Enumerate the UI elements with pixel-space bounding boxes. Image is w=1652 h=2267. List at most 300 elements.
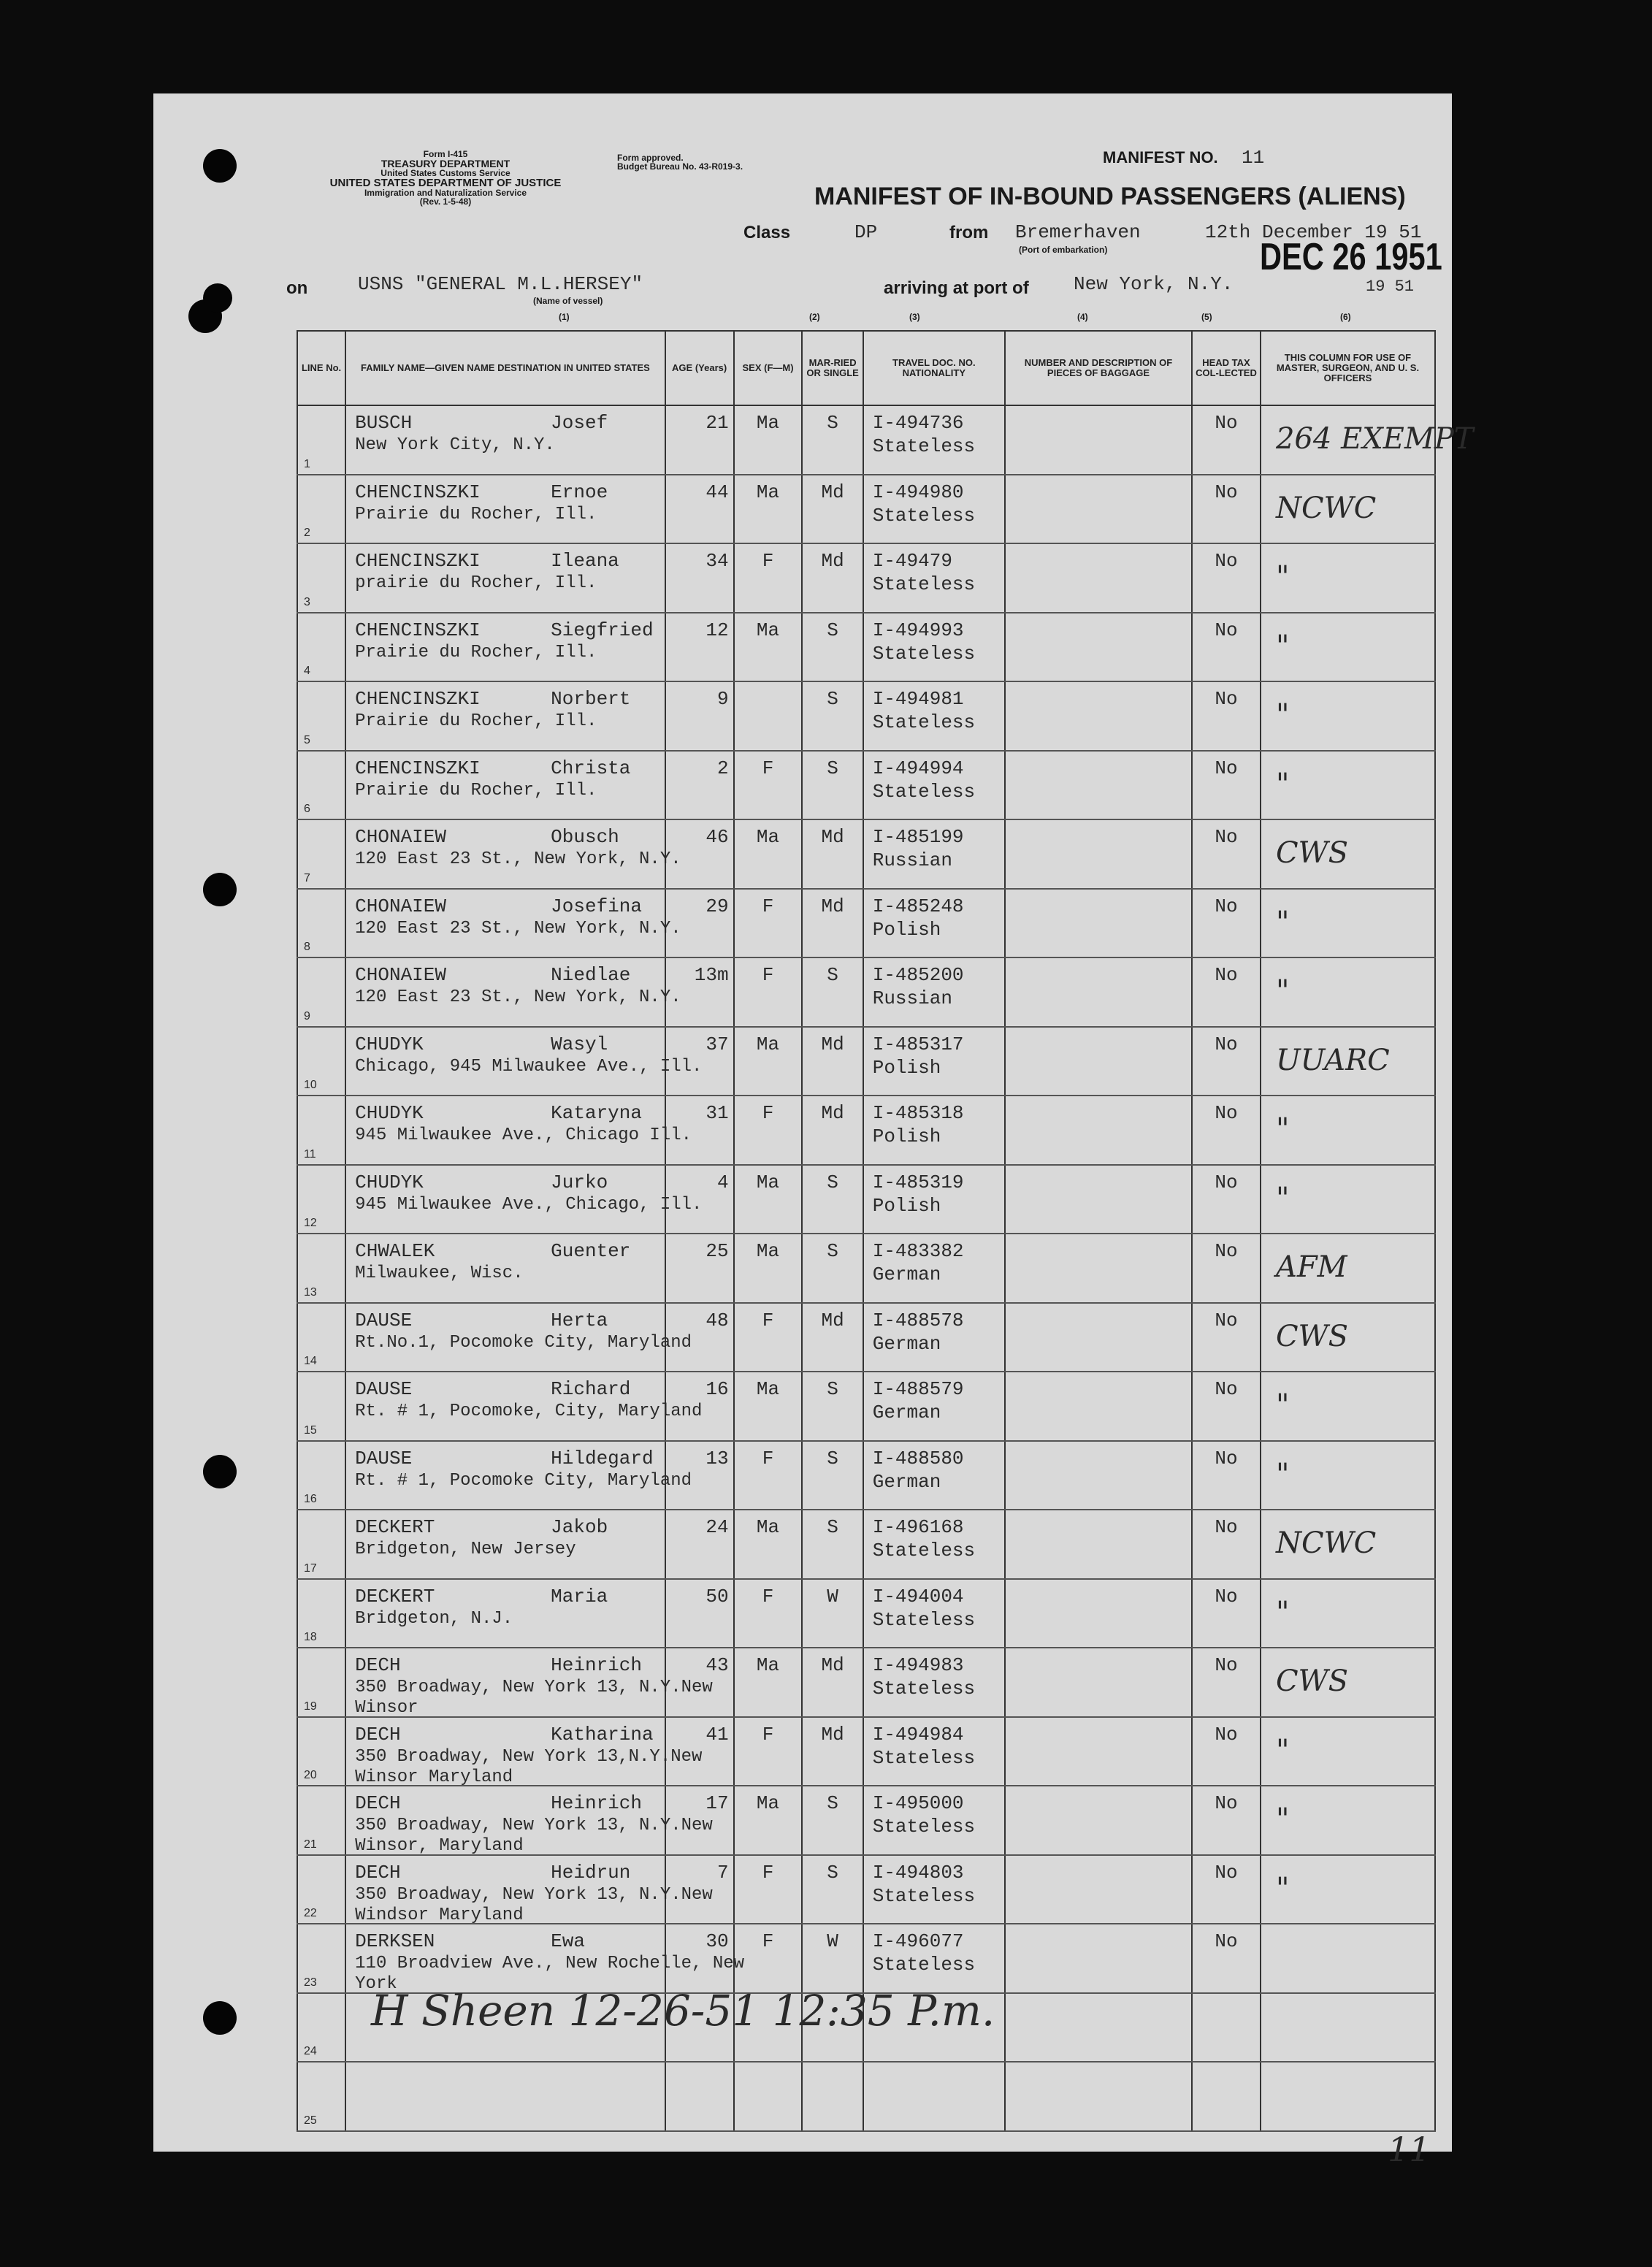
marital-cell [802, 475, 863, 544]
col-name: FAMILY NAME—GIVEN NAME DESTINATION IN UNITED STATES [345, 331, 665, 405]
age-cell [665, 1234, 734, 1303]
marital-value: Md [821, 1033, 844, 1055]
tax-cell [1192, 1579, 1261, 1648]
manifest-no: 11 [1242, 147, 1265, 169]
age-value: 2 [716, 757, 729, 779]
marital-value: Md [821, 826, 844, 848]
sex-cell [734, 819, 803, 889]
nationality: Stateless [872, 642, 976, 665]
marital-cell [802, 1441, 863, 1510]
baggage-cell [1005, 1648, 1192, 1717]
age-value: 25 [705, 1240, 729, 1262]
officer-note: CWS [1275, 1319, 1349, 1353]
line-cell [297, 1441, 345, 1510]
officer-cell [1261, 613, 1435, 682]
doc-cell [863, 543, 1005, 613]
sex-value: Ma [756, 826, 780, 848]
doc-number: I-488578 [872, 1309, 964, 1331]
baggage-cell [1005, 1096, 1192, 1165]
doc-number: I-488579 [872, 1378, 964, 1400]
tax-cell [1192, 751, 1261, 820]
nationality: Russian [872, 987, 952, 1009]
doc-number: I-494803 [872, 1861, 964, 1884]
line-cell [297, 751, 345, 820]
table-row [297, 957, 1435, 1027]
corner-mark: 11 [1388, 2130, 1431, 2169]
col-married: MAR-RIED OR SINGLE [802, 331, 863, 405]
nationality: Stateless [872, 1884, 976, 1907]
given-name: Niedlae [551, 964, 631, 986]
line-cell [297, 1717, 345, 1786]
line-number: 3 [304, 595, 310, 608]
officer-cell [1261, 1648, 1435, 1717]
family-name: CHENCINSZKI [355, 757, 481, 779]
sex-cell [734, 1096, 803, 1165]
marital-cell [802, 1717, 863, 1786]
marital-value: S [827, 964, 838, 986]
head-tax-value: No [1215, 1930, 1238, 1952]
arrival-year: 19 51 [1366, 278, 1415, 296]
head-tax-value: No [1215, 1585, 1238, 1607]
head-tax-value: No [1215, 550, 1238, 572]
age-value: 43 [705, 1654, 729, 1676]
age-cell [665, 2062, 734, 2131]
binder-hole [203, 2001, 237, 2035]
baggage-cell [1005, 1165, 1192, 1234]
name-cell [345, 405, 665, 475]
baggage-cell [1005, 1027, 1192, 1096]
age-cell [665, 1027, 734, 1096]
binder-hole [203, 283, 232, 313]
family-name: CHONAIEW [355, 964, 446, 986]
age-cell [665, 1855, 734, 1924]
line-cell [297, 819, 345, 889]
sex-cell [734, 1717, 803, 1786]
table-row [297, 751, 1435, 820]
doc-cell [863, 1372, 1005, 1441]
line-number: 6 [304, 803, 310, 815]
family-name: CHUDYK [355, 1033, 424, 1055]
sex-cell [734, 613, 803, 682]
line-cell [297, 543, 345, 613]
destination: Bridgeton, New Jersey [355, 1540, 576, 1559]
given-name: Heinrich [551, 1654, 642, 1676]
table-row [297, 1855, 1435, 1924]
marital-value: Md [821, 1102, 844, 1124]
tax-cell [1192, 543, 1261, 613]
head-tax-value: No [1215, 1102, 1238, 1124]
col-number-6: (6) [1340, 312, 1351, 322]
binder-hole [203, 1455, 237, 1488]
table-row [297, 1924, 1435, 1993]
given-name: Obusch [551, 826, 619, 848]
name-cell [345, 681, 665, 751]
head-tax-value: No [1215, 895, 1238, 917]
officer-cell [1261, 819, 1435, 889]
line-number: 2 [304, 527, 310, 539]
name-cell [345, 1303, 692, 1372]
given-name: Wasyl [551, 1033, 608, 1055]
family-name: DAUSE [355, 1309, 413, 1331]
given-name: Siegfried [551, 619, 654, 641]
sex-value: F [762, 964, 774, 986]
nationality: Stateless [872, 573, 976, 595]
line-cell [297, 1579, 345, 1648]
name-cell [345, 751, 665, 820]
destination: Chicago, 945 Milwaukee Ave., Ill. [355, 1056, 703, 1077]
table-row [297, 889, 1435, 958]
officer-note: " [1275, 767, 1290, 801]
given-name: Norbert [551, 688, 631, 710]
table-row [297, 405, 1435, 475]
doc-number: I-494994 [872, 757, 964, 779]
tax-cell [1192, 1924, 1261, 1993]
line-cell [297, 1234, 345, 1303]
doc-number: I-494993 [872, 619, 964, 641]
name-cell [345, 957, 681, 1027]
baggage-cell [1005, 1855, 1192, 1924]
col-officers: THIS COLUMN FOR USE OF MASTER, SURGEON, AND U. S. OFFICERS [1261, 331, 1435, 405]
family-name: CHONAIEW [355, 895, 446, 917]
marital-value: Md [821, 481, 844, 503]
destination: Rt. # 1, Pocomoke City, Maryland [355, 1470, 692, 1491]
sex-value: Ma [756, 1792, 780, 1814]
head-tax-value: No [1215, 481, 1238, 503]
line-number: 9 [304, 1009, 310, 1022]
nationality: German [872, 1332, 941, 1355]
manifest-title: MANIFEST OF IN-BOUND PASSENGERS (ALIENS) [814, 183, 1406, 210]
marital-value: S [827, 1171, 838, 1193]
table-row [297, 1441, 1435, 1510]
nationality: Stateless [872, 1816, 976, 1838]
given-name: Maria [551, 1585, 608, 1607]
col-baggage: NUMBER AND DESCRIPTION OF PIECES OF BAGGAGE [1005, 331, 1192, 405]
nationality: Polish [872, 918, 941, 941]
table-row [297, 1510, 1435, 1579]
doc-cell [863, 1924, 1005, 1993]
age-value: 7 [716, 1861, 729, 1884]
nationality: Polish [872, 1056, 941, 1079]
age-cell [665, 1717, 734, 1786]
head-tax-value: No [1215, 1861, 1238, 1884]
table-row [297, 1786, 1435, 1855]
name-cell [345, 1096, 692, 1165]
sex-cell [734, 475, 803, 544]
baggage-cell [1005, 2062, 1192, 2131]
destination: Prairie du Rocher, Ill. [355, 642, 597, 662]
age-cell [665, 475, 734, 544]
age-cell [665, 1579, 734, 1648]
nationality: Russian [872, 849, 952, 871]
marital-cell [802, 1096, 863, 1165]
departure-date: 12th December 19 51 [1205, 221, 1422, 243]
sex-value: Ma [756, 1516, 780, 1538]
given-name: Jurko [551, 1171, 608, 1193]
head-tax-value: No [1215, 1723, 1238, 1746]
marital-value: S [827, 757, 838, 779]
family-name: BUSCH [355, 412, 413, 434]
head-tax-value: No [1215, 826, 1238, 848]
baggage-cell [1005, 751, 1192, 820]
officer-cell [1261, 475, 1435, 544]
doc-number: I-49479 [872, 550, 952, 572]
head-tax-value: No [1215, 1516, 1238, 1538]
baggage-cell [1005, 1993, 1192, 2063]
nationality: German [872, 1402, 941, 1423]
officer-note: " [1275, 1388, 1290, 1422]
baggage-cell [1005, 1303, 1192, 1372]
age-cell [665, 819, 734, 889]
officer-cell [1261, 1510, 1435, 1579]
officer-note: AFM [1275, 1250, 1347, 1284]
sex-value: Ma [756, 481, 780, 503]
tax-cell [1192, 1027, 1261, 1096]
nationality: Stateless [872, 504, 976, 527]
tax-cell [1192, 1717, 1261, 1786]
line-number: 15 [304, 1423, 317, 1437]
line-cell [297, 1786, 345, 1855]
line-cell [297, 1303, 345, 1372]
tax-cell [1192, 475, 1261, 544]
given-name: Guenter [551, 1240, 631, 1262]
age-value: 50 [705, 1585, 729, 1607]
arrival-date-stamp: DEC 26 1951 [1260, 236, 1442, 278]
age-value: 44 [705, 481, 729, 503]
nationality: Polish [872, 1194, 941, 1217]
table-row [297, 1303, 1435, 1372]
baggage-cell [1005, 1717, 1192, 1786]
line-cell [297, 1648, 345, 1717]
officer-note: " [1275, 974, 1290, 1008]
head-tax-value: No [1215, 619, 1238, 641]
marital-cell [802, 1924, 863, 1993]
name-cell [345, 543, 665, 613]
head-tax-value: No [1215, 964, 1238, 986]
table-header-row [297, 331, 1435, 405]
sex-cell [734, 1027, 803, 1096]
family-name: CHENCINSZKI [355, 481, 481, 503]
nationality: Stateless [872, 711, 976, 733]
doc-cell [863, 1441, 1005, 1510]
tax-cell [1192, 1096, 1261, 1165]
col-line-no: LINE No. [297, 331, 345, 405]
age-value: 46 [705, 826, 729, 848]
age-cell [665, 1510, 734, 1579]
marital-value: W [827, 1930, 838, 1952]
age-cell [665, 1786, 734, 1855]
name-cell [345, 1579, 665, 1648]
sex-value: Ma [756, 412, 780, 434]
line-cell [297, 475, 345, 544]
line-number: 7 [304, 871, 310, 884]
destination: Bridgeton, N.J. [355, 1608, 513, 1629]
marital-value: S [827, 1516, 838, 1538]
line-number: 12 [304, 1217, 317, 1229]
name-cell [345, 1648, 713, 1718]
table-row [297, 1372, 1435, 1441]
officer-cell [1261, 1027, 1435, 1096]
officer-note: " [1275, 1595, 1290, 1629]
form-block: Form I-415 TREASURY DEPARTMENT United States Customs Service UNITED STATES DEPARTMENT OF JUSTICE Immigration and Naturalization Service (Rev. 1-5-48) [329, 149, 562, 207]
sex-value: F [762, 550, 774, 572]
tax-cell [1192, 1648, 1261, 1717]
sex-value: F [762, 1102, 774, 1124]
line-number: 11 [304, 1147, 316, 1161]
officer-note: UUARC [1275, 1043, 1390, 1077]
marital-cell [802, 1648, 863, 1717]
officer-note: " [1275, 629, 1290, 663]
doc-cell [863, 751, 1005, 820]
officer-note: NCWC [1275, 491, 1377, 525]
given-name: Josefina [551, 895, 642, 917]
given-name: Ileana [551, 550, 619, 572]
head-tax-value: No [1215, 1378, 1238, 1400]
head-tax-value: No [1215, 1240, 1238, 1262]
age-cell [665, 1924, 734, 1993]
doc-cell [863, 1648, 1005, 1717]
baggage-cell [1005, 1234, 1192, 1303]
given-name: Richard [551, 1378, 631, 1400]
head-tax-value: No [1215, 1654, 1238, 1676]
line-cell [297, 1165, 345, 1234]
officer-note: " [1275, 905, 1290, 939]
arrival-port: New York, N.Y. [1074, 273, 1234, 295]
destination: prairie du Rocher, Ill. [355, 573, 597, 593]
sex-cell [734, 1786, 803, 1855]
family-name: DECH [355, 1861, 401, 1884]
from-label: from [949, 223, 989, 242]
line-number: 18 [304, 1631, 317, 1643]
name-cell [345, 1234, 665, 1303]
doc-cell [863, 1027, 1005, 1096]
family-name: DECH [355, 1792, 401, 1814]
class-label: Class [743, 223, 791, 242]
nationality: Stateless [872, 435, 976, 457]
line-number: 20 [304, 1769, 317, 1781]
doc-number: I-485199 [872, 826, 964, 848]
officer-note: CWS [1275, 1664, 1349, 1698]
line-number: 8 [304, 941, 310, 953]
age-cell [665, 613, 734, 682]
sex-value: Ma [756, 1171, 780, 1193]
table-row [297, 543, 1435, 613]
tax-cell [1192, 889, 1261, 958]
col-number-3: (3) [909, 312, 920, 322]
family-name: DAUSE [355, 1447, 413, 1469]
line-number: 22 [304, 1907, 317, 1919]
age-value: 34 [705, 550, 729, 572]
manifest-no-label: MANIFEST NO. [1103, 148, 1218, 167]
marital-value: Md [821, 550, 844, 572]
name-cell [345, 1717, 703, 1787]
age-value: 21 [705, 412, 729, 434]
given-name: Ernoe [551, 481, 608, 503]
baggage-cell [1005, 405, 1192, 475]
doc-number: I-496168 [872, 1516, 964, 1538]
marital-value: Md [821, 1309, 844, 1331]
given-name: Josef [551, 412, 608, 434]
name-cell [345, 889, 681, 958]
given-name: Katharina [551, 1723, 654, 1746]
line-cell [297, 405, 345, 475]
destination: 120 East 23 St., New York, N.Y. [355, 849, 681, 869]
col-number-1: (1) [559, 312, 570, 322]
doc-number: I-496077 [872, 1930, 964, 1952]
line-cell [297, 1372, 345, 1441]
signature-line: H Sheen 12-26-51 12:35 P.m. [371, 1986, 995, 2035]
doc-cell [863, 475, 1005, 544]
table-row [297, 1648, 1435, 1717]
age-cell [665, 1441, 734, 1510]
line-number: 24 [304, 2045, 317, 2057]
marital-value: Md [821, 895, 844, 917]
tax-cell [1192, 1303, 1261, 1372]
name-cell [345, 475, 665, 544]
name-cell [345, 1510, 665, 1579]
age-value: 9 [716, 688, 729, 710]
marital-cell [802, 819, 863, 889]
sex-value: F [762, 1723, 774, 1746]
doc-number: I-495000 [872, 1792, 964, 1814]
line-number: 17 [304, 1561, 317, 1575]
marital-cell [802, 613, 863, 682]
name-cell [345, 1027, 703, 1096]
name-cell [345, 1372, 703, 1441]
doc-cell [863, 819, 1005, 889]
line-number: 14 [304, 1355, 317, 1367]
officer-note: 264 EXEMPT [1275, 422, 1474, 456]
sex-value: Ma [756, 1240, 780, 1262]
doc-cell [863, 1303, 1005, 1372]
class-value: DP [854, 221, 878, 243]
officer-note: NCWC [1275, 1526, 1377, 1560]
baggage-cell [1005, 819, 1192, 889]
line-number: 21 [304, 1838, 317, 1851]
doc-number: I-494981 [872, 688, 964, 710]
officer-cell [1261, 1096, 1435, 1165]
nationality: Stateless [872, 1678, 976, 1700]
from-value: Bremerhaven [1015, 221, 1141, 243]
binder-hole [203, 149, 237, 183]
nationality: Stateless [872, 1608, 976, 1631]
officer-cell [1261, 681, 1435, 751]
family-name: CHONAIEW [355, 826, 446, 848]
family-name: DECH [355, 1723, 401, 1746]
family-name: DECKERT [355, 1585, 435, 1607]
sex-cell [734, 681, 803, 751]
marital-cell [802, 2062, 863, 2131]
age-cell [665, 405, 734, 475]
officer-note: " [1275, 1457, 1290, 1491]
doc-number: I-494736 [872, 412, 964, 434]
tax-cell [1192, 613, 1261, 682]
sex-value: F [762, 1585, 774, 1607]
doc-number: I-488580 [872, 1447, 964, 1469]
given-name: Herta [551, 1309, 608, 1331]
line-number: 23 [304, 1976, 317, 1989]
officer-cell [1261, 1234, 1435, 1303]
age-cell [665, 957, 734, 1027]
marital-cell [802, 1786, 863, 1855]
age-cell [665, 889, 734, 958]
destination: 350 Broadway, New York 13,N.Y.New Winsor Maryland [355, 1746, 703, 1787]
age-value: 13m [694, 964, 729, 986]
doc-cell [863, 2062, 1005, 2131]
officer-cell [1261, 957, 1435, 1027]
table-row [297, 1027, 1435, 1096]
tax-cell [1192, 1855, 1261, 1924]
officer-note: " [1275, 1181, 1290, 1215]
